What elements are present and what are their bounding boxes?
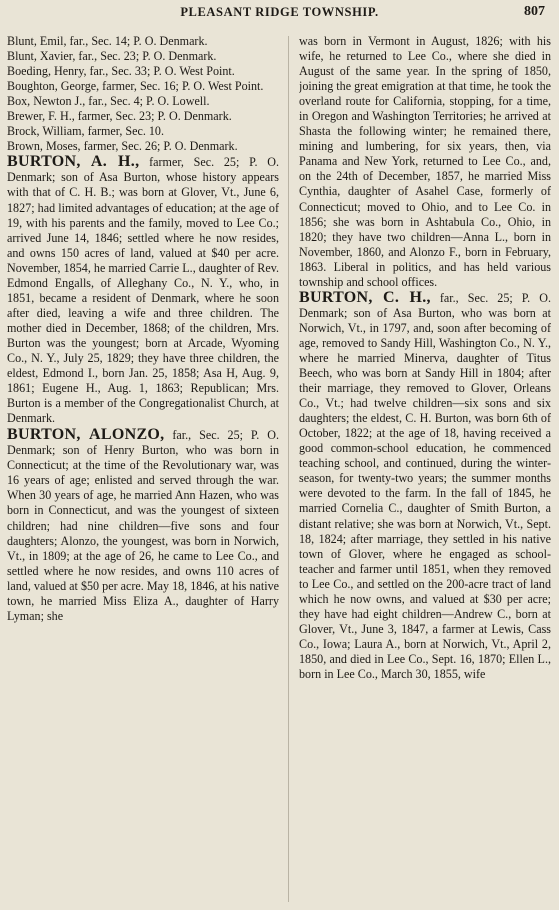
bio-name: BURTON, A. H., (7, 153, 140, 171)
right-column (299, 34, 551, 906)
biography-burton-ch (299, 290, 551, 682)
bio-name: BURTON, C. H., (299, 288, 431, 306)
page-header (0, 4, 559, 22)
bio-name: BURTON, ALONZO, (7, 426, 165, 444)
column-divider (288, 36, 289, 902)
directory-entry: Brock, William, farmer, Sec. 10. (7, 124, 164, 139)
directory-entry: Boeding, Henry, far., Sec. 33; P. O. West Point. (7, 64, 235, 79)
page-number: 807 (524, 4, 545, 19)
directory-entry: Brown, Moses, farmer, Sec. 26; P. O. Denmark. (7, 139, 238, 154)
directory-entry: Blunt, Emil, far., Sec. 14; P. O. Denmark. (7, 34, 208, 48)
biography-burton-ah (7, 154, 279, 426)
bio-text: far., Sec. 25; P. O. Denmark; son of Henry Burton, who was born in Connecticut; at the time of the Revolutionary war, was 16 years of age; enlisted and served through the war. When 30 years of age, he married Ann Hazen, who was born in Connecticut, and was the youngest of sixteen children; had nine children—five sons and four daughters; Alonzo, the youngest, was born in Norwich, Vt., in 1809; at the age of 26, he came to Lee Co., and settled where he now resides, and owns 110 acres of land, valued at $50 per acre. May 18, 1846, at his native town, he married Miss Eliza A., daughter of Harry Lyman; she (7, 428, 279, 623)
directory-entry: Blunt, Xavier, far., Sec. 23; P. O. Denmark. (7, 49, 217, 64)
bio-text: farmer, Sec. 25; P. O. Denmark; son of Asa Burton, whose history appears with that of C. H. B.; was born at Glover, Vt., June 6, 1827; had limited advantages of education; at the age of 19, with his parents and the family, moved to Lee Co.; arrived June 14, 1846; settled where he now resides, and owns 150 acres of land, valued at $40 per acre. November, 1854, he married Carrie L., daughter of Rev. Edmond Engalls, of Alleghany Co., N. Y., who, in 1851, became a resident of Denmark, where he soon after died, leaving a wife and three children. The mother died in December, 1868; of the children, Mrs. Burton was the youngest; born at Arcade, Wyoming Co., N. Y., July 25, 1829; they have three children, the eldest, Edmond I., born Jan. 25, 1858; Asa H, Aug. 9, 1861; Eugene H., Aug. 1, 1863; Republican; Mrs. Burton is a member of the Congregationalist Church, at Denmark. (7, 155, 279, 426)
running-title: PLEASANT RIDGE TOWNSHIP. (180, 5, 379, 19)
biography-burton-alonzo (7, 427, 279, 624)
directory-entry: Brewer, F. H., farmer, Sec. 23; P. O. Denmark. (7, 109, 232, 124)
biography-continuation: was born in Vermont in August, 1826; with his wife, he returned to Lee Co., where she died in August of the same year. In the spring of 1850, joining the great emigration at that time, he took the overland route for California, stopping, for a time, in Oregon and Washington Territories; he arrived at Shasta the following winter; he remained there, mining and lumbering, for six years, then, via Panama and New York, returned to Lee Co., and, on the 24th of December, 1857, he married Miss Cynthia, daughter of Asahel Case, formerly of Connecticut; moved to Ohio, and to Lee Co. in 1856; she was born in Ashtabula Co., Ohio, in 1820; they have two children—Anna L., born in November, 1860, and Alonzo F., born in February, 1863. Liberal in politics, and has held various township and school offices. (299, 34, 551, 289)
left-column (7, 34, 279, 906)
directory-entry: Boughton, George, farmer, Sec. 16; P. O. West Point. (7, 79, 264, 94)
bio-text: far., Sec. 25; P. O. Denmark; son of Asa Burton, who was born at Norwich, Vt., in 1797, and, soon after becoming of age, removed to Sandy Hill, Washington Co., N. Y., where he married Minerva, daughter of Titus Beech, who was born at Sandy Hill in 1804; after their marriage, they removed to Glover, Orleans Co., Vt.; had twelve children—six sons and six daughters; the eldest, C. H. Burton, was born 6th of October, 1822; at the age of 18, having received a good common-school education, he commenced teaching school, and continued, during the winter-season, for twenty-two years; the summer months were devoted to the farm. In the fall of 1845, he married Cornelia C., daughter of Smith Burton, a distant relative; she was born at Norwich, Vt., Sept. 18, 1824; after marriage, they settled in his native town of Glover, where he engaged as school-teacher and farmer until 1851, when they removed to Lee Co., and settled on the 200-acre tract of land which he now owns, and valued at $30 per acre; they have had eight children—Andrew C., born at Glover, Vt., June 3, 1847, a farmer at Lewis, Cass Co., Iowa; Laura A., born at Norwich, Vt., April 2, 1850, and died in Lee Co., Sept. 16, 1870; Ellen L., born in Lee Co., March 30, 1855, wife (299, 290, 551, 681)
directory-entry: Box, Newton J., far., Sec. 4; P. O. Lowell. (7, 94, 210, 109)
